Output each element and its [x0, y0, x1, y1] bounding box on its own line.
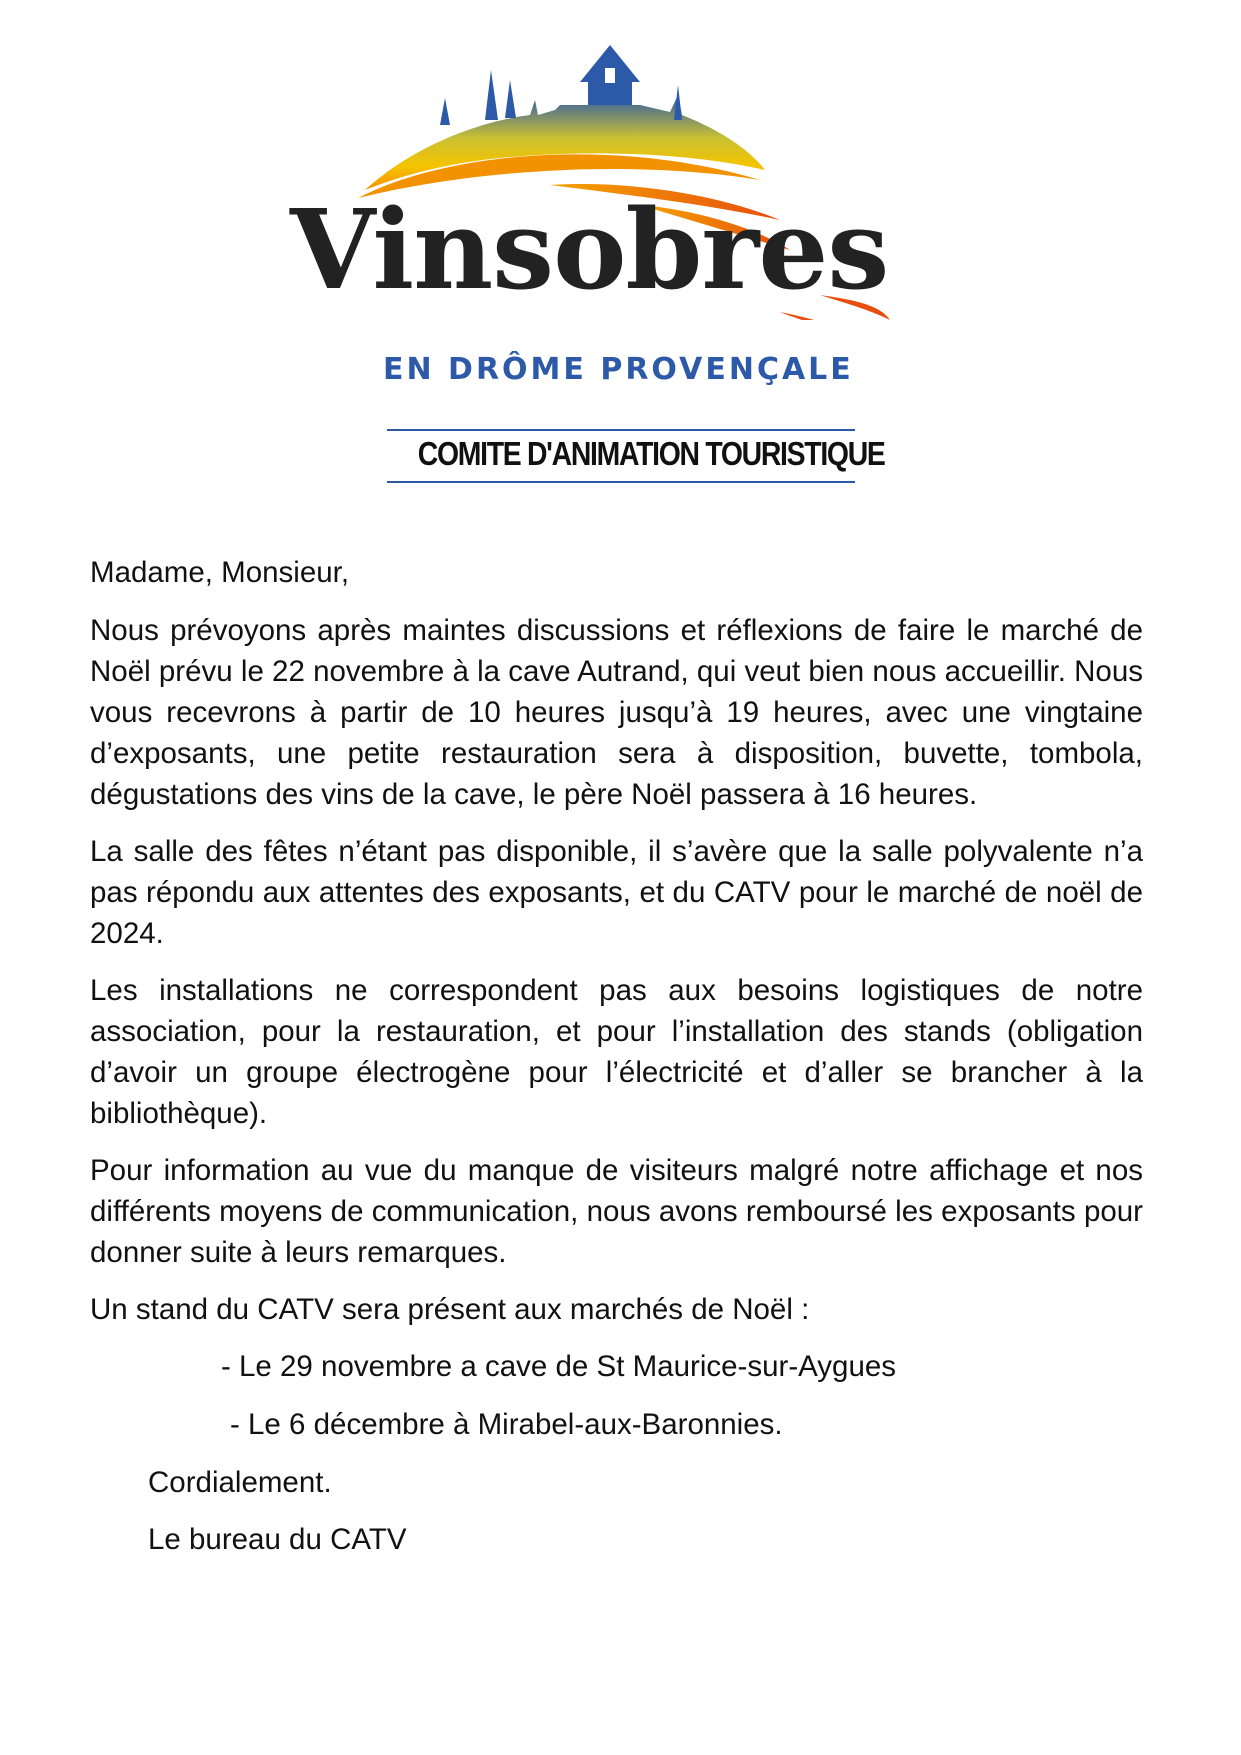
tagline-rule-top: [387, 429, 855, 431]
paragraph-refund: Pour information au vue du manque de visiteurs malgré notre affichage et nos différents moyens de communication, nous avons remboursé les exposants pour donner suite à leurs remarques.: [90, 1154, 1143, 1269]
letter-body: [90, 552, 1143, 1576]
brand-name: Vinsobres: [290, 185, 889, 314]
brand-subtitle: EN DRÔME PROVENÇALE: [383, 352, 854, 387]
paragraph-logistics: Les installations ne correspondent pas aux besoins logistiques de notre association, pour la restauration, et pour l’installation des stands (obligation d’avoir un groupe électrogène pour l’électricité et d’aller se brancher à la bibliothèque).: [90, 974, 1143, 1130]
stand-intro: Un stand du CATV sera présent aux marchés de Noël :: [90, 1293, 810, 1326]
spire-left: [440, 98, 450, 125]
brand-tagline: COMITE D'ANIMATION TOURISTIQUE: [417, 435, 885, 472]
market-item: - Le 6 décembre à Mirabel-aux-Baronnies.: [230, 1408, 783, 1441]
tower-window: [605, 68, 615, 83]
signature: Le bureau du CATV: [148, 1523, 407, 1556]
spire-tall: [485, 70, 498, 120]
spire-mid: [505, 80, 516, 118]
tagline-rule-bottom: [387, 481, 855, 483]
salutation: Madame, Monsieur,: [90, 556, 350, 589]
paragraph-venue: La salle des fêtes n’étant pas disponible, il s’avère que la salle polyvalente n’a pas répondu aux attentes des exposants, et du CATV pour le marché de noël de 2024.: [90, 835, 1143, 950]
closing: Cordialement.: [148, 1466, 332, 1499]
paragraph-event: Nous prévoyons après maintes discussions et réflexions de faire le marché de Noël prévu le 22 novembre à la cave Autrand, qui veut bien nous accueillir. Nous vous recevrons à partir de 10 heures jusqu’à 19 heures, avec une vingtaine d’exposants, une petite restauration sera à disposition, buvette, tombola, dégustations des vins de la cave, le père Noël passera à 16 heures.: [90, 614, 1143, 811]
market-item: - Le 29 novembre a cave de St Maurice-sur-Aygues: [221, 1350, 897, 1383]
vinsobres-logo: [280, 20, 1000, 490]
